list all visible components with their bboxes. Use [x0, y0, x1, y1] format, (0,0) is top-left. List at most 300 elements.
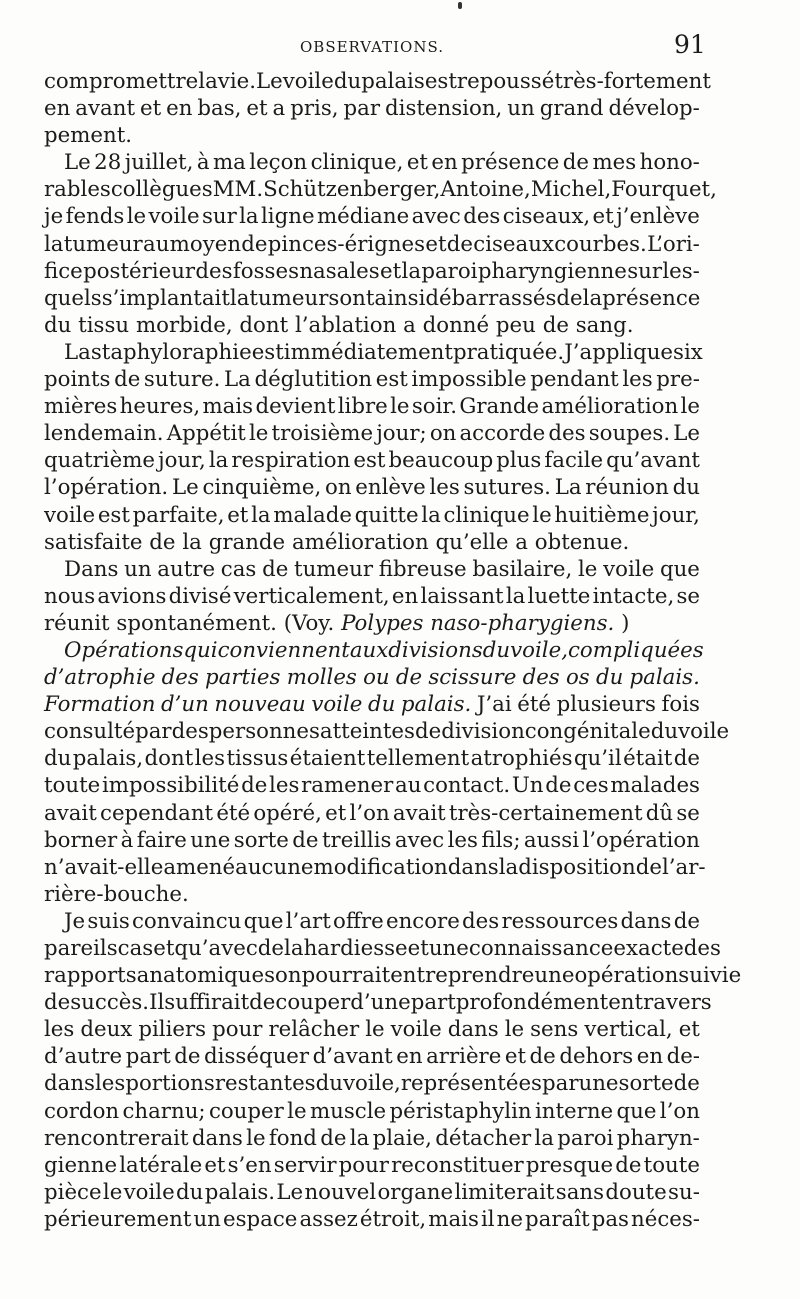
word: Grande [459, 394, 540, 420]
word: plaie, [372, 1125, 432, 1151]
word: mais [428, 1206, 479, 1232]
word: restantes [214, 1071, 316, 1097]
word: voile [282, 69, 334, 94]
word: des [161, 665, 199, 691]
text-line [44, 312, 700, 339]
word: de [395, 665, 423, 691]
text-line [44, 366, 700, 393]
word: la [44, 231, 64, 257]
word: satisfaite [44, 529, 143, 555]
word: Appétit [166, 421, 246, 447]
word: et [407, 936, 429, 961]
word: le [532, 502, 552, 528]
text-line [44, 529, 700, 556]
word: fends [65, 204, 125, 230]
word: division [441, 719, 525, 745]
word: faire [136, 827, 187, 853]
word: juillet, [124, 150, 194, 176]
word: spontanément. [116, 610, 277, 636]
word: quitte [354, 502, 419, 528]
word: la [229, 285, 250, 311]
word: et [592, 204, 614, 230]
word: bas, [197, 96, 242, 122]
word: immédiatement [283, 339, 453, 365]
word: amélioration [541, 394, 679, 420]
word: du [672, 475, 700, 501]
word: vertical, [584, 1017, 673, 1043]
word: quels [44, 285, 102, 311]
word: la [239, 204, 259, 230]
word: palais, [72, 746, 144, 772]
word: interne [534, 1098, 614, 1124]
word: conviennent [217, 637, 350, 663]
word: ma [212, 150, 246, 176]
word: et [425, 231, 447, 257]
word: est [251, 339, 284, 365]
word: libre [337, 394, 388, 420]
word: pris, [290, 96, 339, 122]
word: et [678, 1017, 700, 1043]
word: La [554, 475, 582, 501]
text-line [44, 231, 700, 258]
word: lendemain. [44, 421, 164, 447]
word: voile [148, 204, 200, 230]
text-line [44, 637, 704, 664]
word: dans [447, 854, 499, 880]
word: pre- [656, 367, 700, 393]
word: un [507, 96, 535, 122]
word: l’opération [582, 827, 700, 853]
word: rables [44, 177, 111, 203]
word: arrière [426, 1044, 502, 1070]
word: une [578, 1071, 619, 1097]
word: que [659, 556, 700, 582]
word: rière-bouche. [44, 881, 189, 907]
word: staphyloraphie [90, 339, 252, 365]
word: soir. [411, 394, 457, 420]
text-line [44, 989, 712, 1016]
word: par [343, 96, 381, 122]
word: dehors [559, 1044, 634, 1070]
text-line [44, 95, 700, 122]
text-line [44, 1179, 700, 1206]
word: de [320, 1125, 347, 1151]
word: hardiesse [303, 936, 408, 961]
word: travers [634, 990, 712, 1016]
running-head: OBSERVATIONS. [300, 38, 444, 56]
word: fibreuse [378, 556, 467, 582]
word: du [44, 312, 72, 338]
word: leçon [249, 150, 308, 176]
word: la [421, 502, 441, 528]
word: pement. [44, 123, 133, 149]
word: rapports [44, 963, 137, 989]
word: dont [144, 746, 194, 772]
word: compliquées [567, 637, 704, 663]
word: impossible [411, 367, 527, 393]
word: cependant [100, 800, 214, 826]
text-line [44, 610, 700, 637]
word: de [446, 231, 474, 257]
word: Le [276, 1179, 304, 1205]
word: nouvel [304, 1179, 377, 1205]
text-line [44, 1098, 700, 1125]
word: suture. [143, 367, 221, 393]
word: un [124, 556, 152, 582]
body-text [44, 68, 742, 1233]
text-line [44, 854, 706, 881]
text-line [44, 1043, 700, 1070]
word: fois [661, 692, 700, 718]
text-line [44, 691, 700, 718]
word: encore [385, 908, 460, 934]
text-line [44, 827, 700, 854]
word: beaucoup [388, 448, 494, 474]
text-line [44, 1016, 700, 1043]
word: on [325, 475, 352, 501]
word: du [595, 665, 624, 691]
word: voile [123, 1179, 175, 1205]
word: qu’avec [174, 936, 258, 961]
word: et [504, 1044, 527, 1070]
word: paraît [525, 1206, 590, 1232]
text-line [44, 935, 721, 962]
word: ramener [301, 773, 394, 799]
word: rencontrerait [44, 1125, 189, 1151]
word: suis [87, 908, 130, 934]
word: le [102, 1179, 123, 1205]
word: dans [44, 1071, 95, 1097]
word: péristaphylin [389, 1098, 532, 1124]
word: pendant [530, 367, 619, 393]
text-line [44, 122, 700, 149]
word: cordon [44, 1098, 120, 1124]
word: et [204, 1152, 226, 1178]
word: ligne [261, 204, 315, 230]
word: d’autre [44, 1044, 123, 1070]
word: pour [212, 1017, 263, 1043]
word: suffirait [164, 990, 250, 1016]
word: les- [662, 258, 700, 284]
word: tumeur [294, 556, 374, 582]
word: cas [220, 556, 257, 582]
word: malades [610, 773, 700, 799]
word: troisième [271, 421, 374, 447]
word: voile, [342, 1071, 401, 1097]
word: courbes. [554, 231, 647, 257]
word: de [673, 746, 700, 772]
text-line [44, 908, 700, 935]
word: treillis [321, 827, 392, 853]
word: exacte [613, 936, 684, 961]
word: vie. [217, 69, 257, 94]
word: présence [602, 285, 701, 311]
word: succès. [70, 990, 150, 1016]
word: Opérations [64, 637, 184, 663]
word: a [272, 96, 286, 122]
word: des [683, 936, 721, 961]
word: tumeur [249, 285, 329, 311]
word: voile [390, 1017, 442, 1043]
text-line [44, 583, 700, 610]
word: des [195, 258, 233, 284]
word: que [616, 1098, 657, 1124]
word: de- [666, 1044, 700, 1070]
word: cas [117, 936, 154, 961]
word: dans [620, 908, 672, 934]
word: a [515, 529, 528, 555]
word: contact. [423, 773, 511, 799]
word: Antoine, [440, 177, 531, 203]
word: le [126, 204, 147, 230]
word: du [44, 746, 72, 772]
word: reconstituer [391, 1152, 524, 1178]
word: par [135, 719, 172, 745]
word: pas [591, 1206, 629, 1232]
word: du [650, 719, 679, 745]
word: dû [645, 800, 674, 826]
word: par [541, 1071, 579, 1097]
text-line [44, 745, 700, 772]
word: palais. [400, 692, 472, 718]
word: grande [208, 529, 286, 555]
word: très-certainement [448, 800, 643, 826]
word: et [325, 800, 347, 826]
word: parfaite, [132, 502, 225, 528]
word: fosses [232, 258, 300, 284]
word: laissant [420, 583, 504, 609]
word: parties [205, 665, 281, 691]
word: pareils [44, 936, 118, 961]
word: est [97, 502, 130, 528]
word: verticalement, [233, 583, 390, 609]
word: se [676, 800, 700, 826]
word: de [673, 1071, 700, 1097]
word: déglutition [254, 367, 373, 393]
word: borner [44, 827, 118, 853]
word: étroit, [359, 1206, 427, 1232]
word: de [292, 827, 319, 853]
word: Un [511, 773, 544, 799]
word: limiterait [454, 1179, 555, 1205]
word: devient [255, 394, 336, 420]
word: la [534, 1125, 554, 1151]
word: anatomiques [136, 963, 276, 989]
word: os [565, 665, 590, 691]
word: ou [363, 665, 390, 691]
word: du [315, 1071, 343, 1097]
word: clinique [443, 502, 530, 528]
word: clinique, [310, 150, 404, 176]
word: avait [392, 800, 446, 826]
word: qu’elle [435, 529, 509, 555]
word: cinquième, [202, 475, 322, 501]
word: molles [286, 665, 357, 691]
text-line [44, 718, 730, 745]
word: débarrassés [425, 285, 557, 311]
word: atteintes [319, 719, 415, 745]
word: obtenue. [534, 529, 630, 555]
text-line [44, 772, 700, 799]
word: sutures. [463, 475, 551, 501]
word: huitième [554, 502, 650, 528]
word: jour; [376, 421, 427, 447]
word: scissure [428, 665, 517, 691]
word: une [190, 827, 231, 853]
text-line [44, 176, 717, 203]
word: avec [394, 827, 445, 853]
word: personnes [208, 719, 320, 745]
word: nous [44, 583, 96, 609]
word: sens [530, 1017, 579, 1043]
word: été [216, 800, 251, 826]
word: à [120, 827, 134, 853]
word: du [367, 692, 396, 718]
word: couper [208, 1098, 284, 1124]
word: des [522, 665, 560, 691]
word: de [257, 936, 285, 961]
word: voile, [510, 637, 568, 663]
text-line [44, 1125, 700, 1152]
word: presque [525, 1152, 614, 1178]
word: de [542, 312, 569, 338]
word: amené [163, 854, 236, 880]
word: ciseaux [473, 231, 554, 257]
word: Michel, [530, 177, 612, 203]
text-line [44, 1206, 700, 1233]
word: paroi [421, 258, 478, 284]
word: Polypes [341, 610, 424, 636]
word: je [44, 204, 64, 230]
word: et [246, 96, 268, 122]
word: représentées [400, 1071, 542, 1097]
word: Le [256, 69, 283, 94]
text-line [44, 800, 700, 827]
page-header [44, 30, 704, 60]
word: espace [222, 1206, 298, 1232]
word: dans [447, 1017, 499, 1043]
word: des [171, 719, 209, 745]
word: s’implantait [101, 285, 230, 311]
word: en [44, 96, 71, 122]
text-line [44, 203, 700, 230]
word: postérieur [83, 258, 196, 284]
word: de [556, 285, 583, 311]
word: de [249, 990, 276, 1016]
word: Il [149, 990, 165, 1016]
word: n’avait-elle [44, 854, 164, 880]
word: la [182, 529, 202, 555]
word: intacte, [592, 583, 675, 609]
word: profondément [455, 990, 609, 1016]
word: autre [157, 556, 216, 582]
word: suivie [678, 963, 742, 989]
word: ) [621, 610, 630, 636]
word: amélioration [291, 529, 429, 555]
word: les [447, 827, 478, 853]
word: et [139, 96, 162, 122]
word: MM. [212, 177, 264, 203]
word: sur [627, 258, 663, 284]
word: heures, [119, 394, 201, 420]
word: le [246, 1125, 266, 1151]
word: de [44, 990, 71, 1016]
word: voile [603, 556, 655, 582]
word: aux [349, 637, 389, 663]
word: voile [678, 719, 730, 745]
text-line [44, 1070, 700, 1097]
word: 28 [94, 150, 122, 176]
word: plusieurs [556, 692, 656, 718]
word: et [153, 936, 175, 961]
word: mes [592, 150, 637, 176]
word: servir [273, 1152, 337, 1178]
word: ces [573, 773, 609, 799]
word: l’on [659, 1098, 700, 1124]
word: modification [313, 854, 448, 880]
word: de [149, 529, 176, 555]
word: L’ori- [647, 231, 700, 257]
word: en [166, 96, 193, 122]
word: toute [44, 773, 101, 799]
word: portions [125, 1071, 215, 1097]
word: en [636, 1044, 664, 1070]
word: les [94, 1071, 126, 1097]
word: on [429, 421, 457, 447]
word: Fourquet, [611, 177, 717, 203]
word: repoussé [456, 69, 555, 94]
word: malade [273, 502, 352, 528]
word: s’en [227, 1152, 272, 1178]
word: il [480, 1206, 495, 1232]
word: luette [527, 583, 591, 609]
page-number: 91 [674, 30, 706, 59]
word: de [414, 719, 442, 745]
word: médiane [316, 204, 410, 230]
word: accorde [459, 421, 546, 447]
word: d’un [161, 692, 209, 718]
word: aussi [523, 827, 580, 853]
word: en [431, 150, 458, 176]
word: qui [183, 637, 218, 663]
word: présence [461, 150, 560, 176]
word: est [353, 448, 386, 474]
word: pharyngienne [477, 258, 627, 284]
text-line [44, 149, 700, 176]
text-line [44, 68, 711, 95]
word: distension, [385, 96, 503, 122]
word: les [429, 475, 460, 501]
word: la [505, 583, 526, 609]
word: la [251, 502, 271, 528]
text-line [44, 393, 700, 420]
word: six [673, 339, 703, 365]
word: atrophiés [470, 746, 573, 772]
word: morbide, [135, 312, 233, 338]
word: pièce [44, 1179, 102, 1205]
word: nasales [299, 258, 380, 284]
word: qu’avant [606, 448, 700, 474]
word: de [241, 773, 268, 799]
word: des [463, 204, 501, 230]
text-line [44, 502, 700, 529]
word: l’art [285, 908, 331, 934]
word: de [615, 1152, 642, 1178]
word: su- [668, 1179, 700, 1205]
text-line [44, 962, 742, 989]
word: avait [44, 800, 97, 826]
word: de [673, 908, 700, 934]
